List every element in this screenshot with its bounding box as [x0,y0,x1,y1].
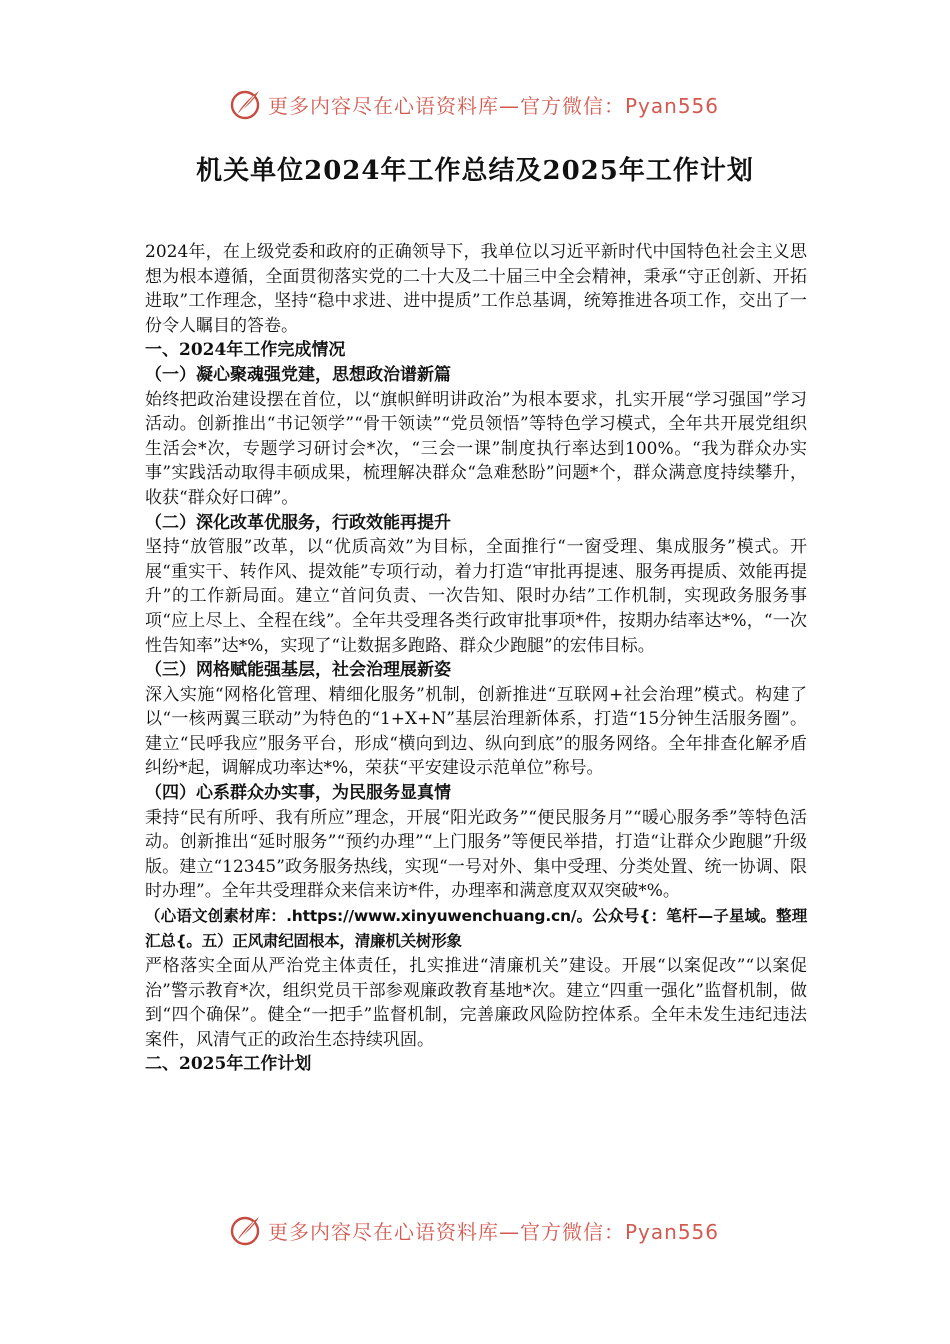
subsection-heading-2: （二）深化改革优服务，行政效能再提升 [145,512,451,533]
document-body [145,240,807,1077]
section-heading-2024: 一、2024年工作完成情况 [145,340,346,361]
subsection-body-4: 秉持“民有所呼、我有所应”理念，开展“阳光政务”“便民服务月”“暖心服务季”等特色活动。创新推出“延时服务”“预约办理”“上门服务”等便民举措，打造“让群众少跑腿”升级版。建立“12345”政务服务热线，实现“一号对外、集中受理、分类处置、统一协调、限时办理”。全年共受理群众来信来访*件，办理率和满意度双双突破*%。 [145,807,807,902]
feather-pen-circle-icon [228,1212,264,1248]
source-note: （心语文创素材库：.https://www.xinyuwenchuang.cn/。公众号{：笔杆—子星域。整理汇总{。五）正风肃纪固根本，清廉机关树形象 [145,907,807,951]
subsection-body-2: 坚持“放管服”改革，以“优质高效”为目标，全面推行“一窗受理、集成服务”模式。开展“重实干、转作风、提效能”专项行动，着力打造“审批再提速、服务再提质、效能再提升”的工作新局面。建立“首问负责、一次告知、限时办结”工作机制，实现政务服务事项“应上尽上、全程在线”。全年共受理各类行政审批事项*件，按期办结率达*%，“一次性告知率”达*%，实现了“让数据多跑路、群众少跑腿”的宏伟目标。 [145,537,807,656]
subsection-heading-4: （四）心系群众办实事，为民服务显真情 [145,783,451,804]
subsection-heading-1: （一）凝心聚魂强党建，思想政治谱新篇 [145,364,451,385]
subsection-body-1: 始终把政治建设摆在首位，以“旗帜鲜明讲政治”为根本要求，扎实开展“学习强国”学习活动。创新推出“书记领学”“骨干领读”“党员领悟”等特色学习模式，全年共开展党组织生活会*次，专题学习研讨会*次，“三会一课”制度执行率达到100%。“我为群众办实事”实践活动取得丰硕成果，梳理解决群众“急难愁盼”问题*个，群众满意度持续攀升，收获“群众好口碑”。 [145,389,807,508]
intro-paragraph: 2024年，在上级党委和政府的正确领导下，我单位以习近平新时代中国特色社会主义思想为根本遵循，全面贯彻落实党的二十大及二十届三中全会精神，秉承“守正创新、开拓进取”工作理念，坚持“稳中求进、进中提质”工作总基调，统筹推进各项工作，交出了一份令人瞩目的答卷。 [145,242,807,336]
document-title: 机关单位2024年工作总结及2025年工作计划 [196,156,754,186]
watermark-banner-top [0,84,950,124]
subsection-body-3: 深入实施“网格化管理、精细化服务”机制，创新推进“互联网+社会治理”模式。构建了以“一核两翼三联动”为特色的“1+X+N”基层治理新体系，打造“15分钟生活服务圈”。建立“民呼我应”服务平台，形成“横向到边、纵向到底”的服务网络。全年排查化解矛盾纠纷*起，调解成功率达*%，荣获“平安建设示范单位”称号。 [145,684,807,779]
subsection-heading-3: （三）网格赋能强基层，社会治理展新姿 [145,660,451,681]
banner-text: 更多内容尽在心语资料库—官方微信：Pyan556 [268,93,720,118]
feather-pen-circle-icon [228,86,264,122]
banner-text: 更多内容尽在心语资料库—官方微信：Pyan556 [268,1219,720,1244]
watermark-banner-bottom [0,1210,950,1250]
section-heading-2025: 二、2025年工作计划 [145,1054,312,1075]
subsection-body-5: 严格落实全面从严治党主体责任，扎实推进“清廉机关”建设。开展“以案促改”“以案促治”警示教育*次，组织党员干部参观廉政教育基地*次。建立“四重一强化”监督机制，做到“四个确保”。健全“一把手”监督机制，完善廉政风险防控体系。全年未发生违纪违法案件，风清气正的政治生态持续巩固。 [145,956,807,1050]
